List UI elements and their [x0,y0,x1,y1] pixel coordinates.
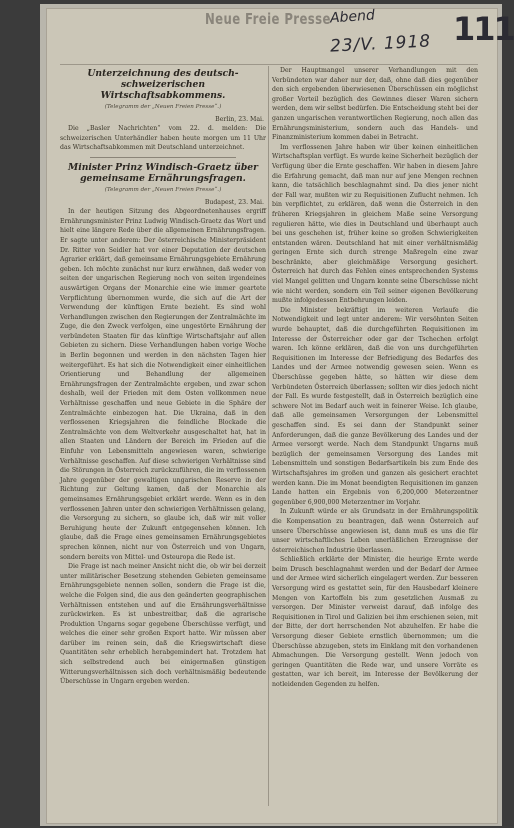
column-divider [268,66,269,806]
top-rule [60,64,478,65]
article-dateline-2: Budapest, 23. Mai. [204,198,264,206]
article-headline-2: Minister Prinz Windisch-Graetz über gemeinsame Ernährungsfragen. [68,161,258,184]
handwritten-edition: Abend [329,7,376,27]
article-source-2: (Telegramm der „Neuen Freien Presse“.) [104,186,222,193]
right-column [272,66,478,756]
newspaper-masthead: Neue Freie Presse [205,10,331,28]
article-source-1: (Telegramm der „Neuen Freien Presse“.) [104,104,222,110]
article-body-3: Die Frage ist nach meiner Ansicht nicht die, ob wir bei derzeit unter militärischer Besetzung stehenden Gebieten gemeinsame Ernährungsgebiete nennen sollen, sondern die Frage ist die, welche die Folgen sind, die aus den geänderten geographischen Verhältnissen entstehen und auf die Ernährungsverhältnisse zurückwirken. Es ist unbestreitbar, daß die agrarische Produktion Ungarns sogar gegebene Überschüsse verfügt, und welches die einer sehr großen Export hatte. Wir müssen aber darüber im reinen sein, daß die Kriegswirtschaft diese Quantitäten sehr erheblich herabgemindert hat. Trotzdem hat sich selbstredend auch bei einigermaßen günstigen Witterungsverhältnissen sich doch verhältnismäßig bedeutende Überschüsse in Ungarn ergeben werden. [60,563,266,686]
article-body-1: Die „Basler Nachrichten“ vom 22. d. melden: Die schweizerischen Unterhändler haben heute morgen um 11 Uhr das Wirtschaftsabkommen mit Deutschland unterzeichnet. [60,125,266,152]
right-body-4: In Zukunft würde er als Grundsatz in der Ernährungspolitik die Kompensation zu beantragen, daß wenn Österreich auf unsere Überschüsse angewiesen ist, dann muß es uns die für unser wirtschaftliches Leben unerläßlichen Erzeugnisse der österreichischen Industrie überlassen. [272,508,478,554]
left-column [60,66,266,806]
right-body-5: Schließlich erklärte der Minister, die heurige Ernte werde beim Drusch beschlagnahmt werden und der Bedarf der Armee und der Armee wird sicherlich eingelagert werden. Zur besseren Versorgung wird es gestattet sein, für den Hausbedarf kleinere Mengen von Kartoffeln bis zum gesetzlichen Ausmaß zu versorgen. Der Minister verweist darauf, daß infolge des Requisitionen in Tirol und Galizien bei ihm erschienen seien, mit der Bitte, der dort herrschenden Not abzuhelfen. Er habe die Versorgung dieser Gebiete ernstlich übernommen; um die Überschüsse abzugeben, stets im Einklang mit den vorhandenen Abmachungen. Die Versorgung gestellt. Wenn jedoch von geringen Quantitäten die Rede war, und unsere Vorräte es gestatten, war ich bereit, im Interesse der Bevölkerung der notleidenden Gegenden zu helfen. [272,556,478,688]
handwritten-archive-number: 111 [453,10,514,48]
right-body-3: Die Minister bekräftigt im weiteren Verlaufe die Notwendigkeit und legt unter anderem: Wir versöhnten Seiten wurde behauptet, daß die durchgeführten Requisitionen im Interesse der Österreicher oder gar der Tschechen erfolgt waren. Ich könne erklären, daß die von uns durchgeführten Requisitionen im Interesse der Befriedigung des Bedarfes des Landes und der Armee notwendig gewesen seien. Wenn es Überschüsse gegeben hätte, so hätten wir diese dem Verbündeten Österreich überlassen; sollten wir dies jedoch nicht der Fall. Es wurde festgestellt, daß in Österreich bezüglich eine schwere Not im Bedarf auch weit in feinerer Weise. Ich glaube, daß alle gemeinsamen Versorgungen der Lebensmittel geschaffen sind. Es sei dann der Standpunkt seiner Anforderungen, daß die ganze Bevölkerung des Landes und der Armee versorgt werde. Nach dem Standpunkt Ungarns muß bezüglich der gemeinsamen Versorgung des Landes mit Lebensmitteln und sonstigen Bedarfsartikeln bis zum Ende des Wirtschaftsjahres im großen und ganzen als gesichert erachtet werden kann. Die im Monat beendigten Requisitionen im ganzen Lande hatten ein Ergebnis von 6,200,000 Meterzentner gegenüber 6,900,000 Meterzentner im Vorjahr. [272,306,478,506]
right-body-2: Im verflossenen Jahre haben wir über keinen einheitlichen Wirtschaftsplan verfügt. Es wurde keine Sicherheit bezüglich der Verfügung über die Ernte geschaffen. Wir haben in diesem Jahre die Erfahrung gemacht, daß man nur auf jene Mengen rechnen kann, die tatsächlich beschlagnahmt sind. Da dies jener nicht der Fall war, mußten wir zu Requisitionen Zuflucht nehmen. Ich bin verpflichtet, zu erklären, daß wenn die Österreich in den früheren Kriegsjahren in gleichem Maße seine Versorgung regulieren hätte, wie dies in Deutschland und überhaupt auch bei uns geschehen ist, früher keine so großen Schwierigkeiten entstanden wären. Deutschland hat mit einer verhältnismäßig geringen Ernte sich durch strenge Maßregeln eine zwar beschränkte, aber gleichmäßige Versorgung gesichert. Österreich hat durch das Fehlen eines entsprechenden Systems viel Mangel gelitten und Ungarn konnte seine Überschüsse nicht wie nicht werden, sondern ein Teil seiner eigenen Bevölkerung mußte infolgedessen Entbehrungen leiden. [272,143,478,305]
article-separator [90,157,236,158]
article-body-2: In der heutigen Sitzung des Abgeordnetenhauses ergriff Ernährungsminister Prinz Ludwig Windisch-Graetz das Wort und hielt eine längere Rede über die allgemeinen Ernährungsfragen. Er sagte unter anderem: Der österreichische Ministerpräsident Dr. Ritter von Seidler hat vor einer Deputation der deutschen Agrarier erklärt, daß gemeinsame Ernährungsgebiete Ernährung geben. Ich möchte zunächst nur kurz erwähnen, daß weder von seiten der ungarischen Regierung noch von seiten irgendeines auswärtigen Organs der Monarchie eine wie immer geartete Verpflichtung übernommen wurde, die sich auf die Art der Verwendung der künftigen Ernte bezieht. Es sind wohl Verhandlungen zwischen den Regierungen der Zentralmächte im Zuge, die den Zweck verfolgen, eine ungestörte Ernährung der verbündeten Staaten für das künftige Wirtschaftsjahr auf allen Gebieten zu sichern. Diese Verhandlungen haben vorige Woche in Berlin begonnen und werden in den nächsten Tagen hier weitergeführt. Es hat sich die Notwendigkeit einer einheitlichen Orientierung und Behandlung der allgemeinen Ernährungsfragen der Zentralmächte ergeben, und zwar schon deshalb, weil der Frieden mit dem Osten vollkommen neue Verhältnisse geschaffen und neue Gebiete in die Sphäre der Zentralmächte einbezogen hat. Die Ukraina, daß in den verflossenen Kriegsjahren die feindliche Blockade die Zentralmächte von dem Weltverkehr ausgeschaltet hat, hat in allen Staaten und Ländern der Bereich im Frieden auf die Einfuhr von Lebensmitteln angewiesen waren, schwierige Verhältnisse geschaffen. Auf diese schwierigen Verhältnisse sind die Störungen in Österreich zurückzuführen, die im verflossenen Jahre gegenüber der gewaltigen ungarischen Reserve in der Richtung zur Geltung kamen, daß der Monarchie als gemeinsames Ernährungsgebiet erklärt werde. Wenn es in den verflossenen Jahren unter den schwierigen Verhältnissen gelang, die Versorgung zu sichern, so glaube ich, daß wir mit voller Beruhigung heute der Zukunft entgegensehen können. Ich glaube, daß die Frage eines gemeinsamen Ernährungsgebietes sprechen können, nicht nur von Österreich und von Ungarn, sondern bereits von Mittel- und Osteuropa die Rede ist. [60,208,266,561]
handwritten-date: 23/V. 1918 [329,31,432,57]
article-dateline-1: Berlin, 23. Mai. [215,115,264,123]
right-body-1: Der Hauptmangel unserer Verhandlungen mit den Verbündeten war daher nur der, daß, ohne daß dies gegenüber den sich ergebenden überwiesenen Überschüssen ein möglichst großer Vorteil bezüglich des Gewinnes dieser Waren sichern werden, dem wir selbst bedürfen. Die Entscheidung steht bei der ganzen ungarischen verantwortlichen Regierung, noch allen das Ernährungsministerium, sondern auch das Handels- und Finanzministerium kommen dabei in Betracht. [272,67,478,142]
article-headline-1: Unterzeichnung des deutsch-schweizerischen Wirtschaftsabkommens. [87,68,239,101]
